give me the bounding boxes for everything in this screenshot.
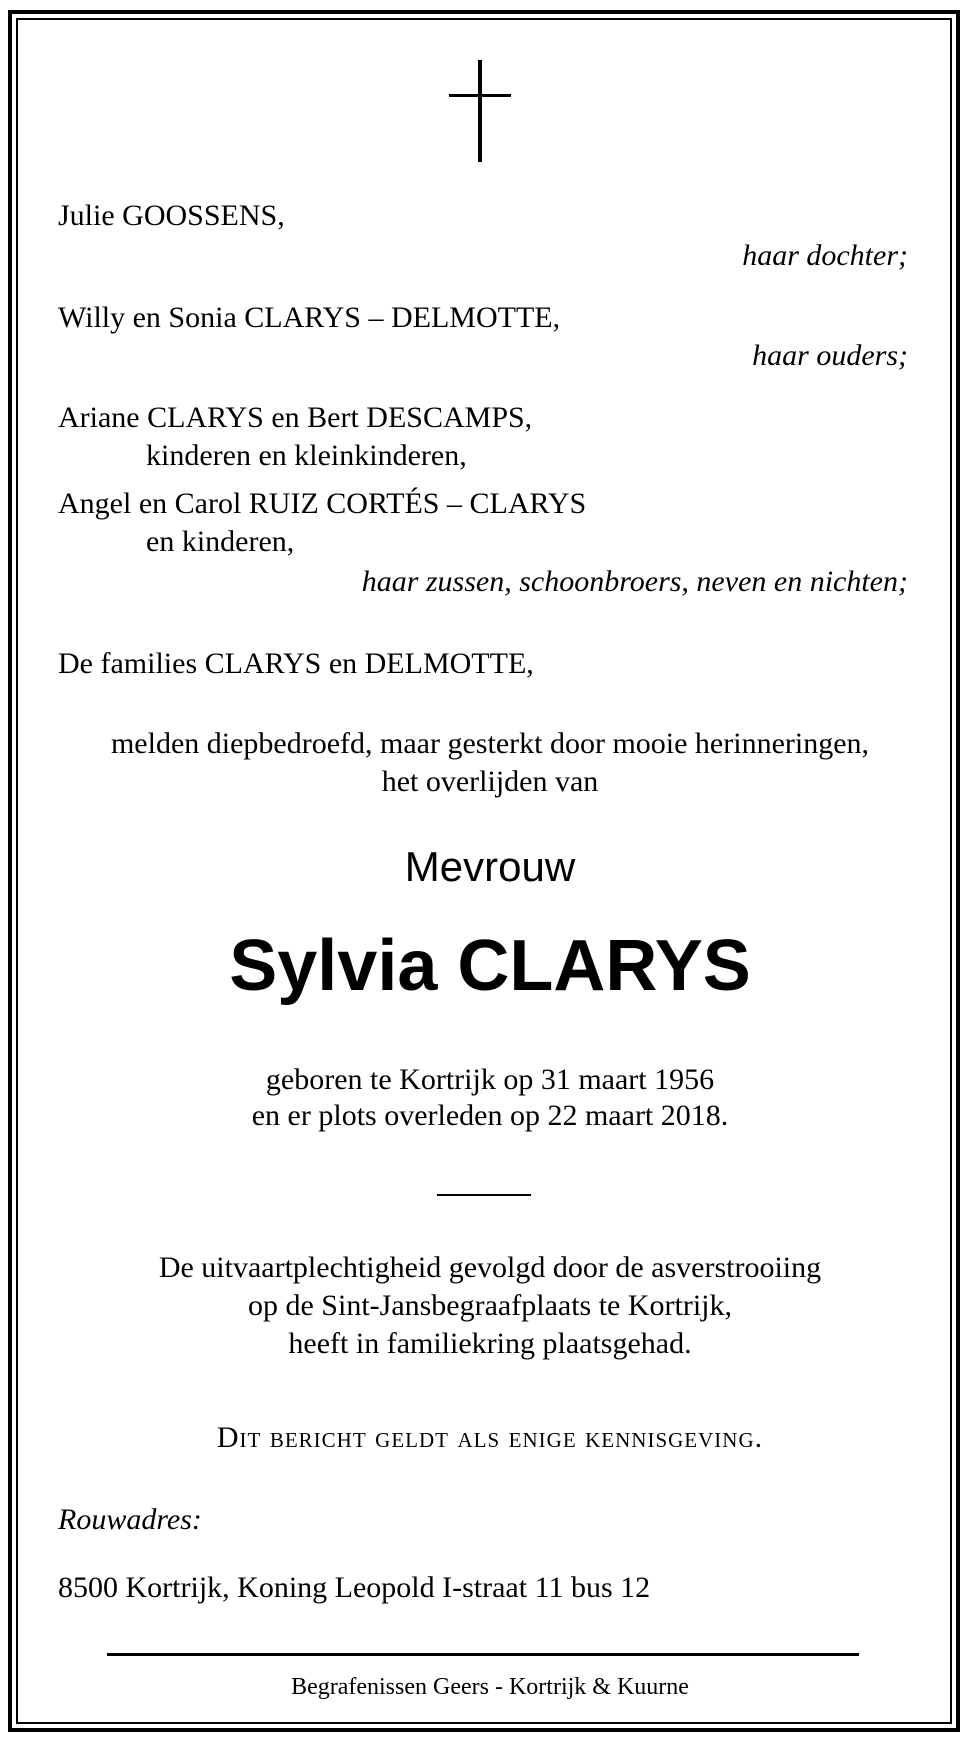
deceased-title: Mevrouw bbox=[404, 843, 576, 890]
sister1-children: kinderen en kleinkinderen, bbox=[146, 439, 467, 472]
ceremony-line1: De uitvaartplechtigheid gevolgd door de asverstrooiing bbox=[158, 1251, 822, 1284]
families: De families CLARYS en DELMOTTE, bbox=[58, 647, 534, 680]
cross-icon bbox=[449, 60, 511, 162]
funeral-home: Begrafenissen Geers - Kortrijk & Kuurne bbox=[291, 1674, 689, 1700]
address-value: 8500 Kortrijk, Koning Leopold I-straat 11 bus 12 bbox=[58, 1571, 651, 1604]
parents-names: Willy en Sonia CLARYS – DELMOTTE, bbox=[58, 301, 561, 334]
separator-long bbox=[107, 1653, 859, 1656]
deceased-name: Sylvia CLARYS bbox=[229, 926, 751, 1006]
sister2-children: en kinderen, bbox=[146, 525, 295, 558]
died-line: en er plots overleden op 22 maart 2018. bbox=[251, 1099, 729, 1132]
daughter-name: Julie GOOSSENS, bbox=[58, 199, 285, 232]
parents-role: haar ouders; bbox=[752, 339, 908, 372]
siblings-role: haar zussen, schoonbroers, neven en nichten; bbox=[361, 565, 908, 598]
sister2-names: Angel en Carol RUIZ CORTÉS – CLARYS bbox=[58, 487, 587, 520]
announcement-line2: het overlijden van bbox=[381, 765, 599, 798]
separator-short bbox=[437, 1194, 531, 1196]
sister1-names: Ariane CLARYS en Bert DESCAMPS, bbox=[58, 401, 533, 434]
notice: Dit bericht geldt als enige kennisgeving. bbox=[216, 1421, 764, 1454]
born-line: geboren te Kortrijk op 31 maart 1956 bbox=[265, 1063, 715, 1096]
ceremony-line2: op de Sint-Jansbegraafplaats te Kortrijk, bbox=[247, 1289, 733, 1322]
daughter-role: haar dochter; bbox=[742, 239, 908, 272]
address-label: Rouwadres: bbox=[58, 1503, 202, 1536]
ceremony-line3: heeft in familiekring plaatsgehad. bbox=[288, 1327, 692, 1360]
announcement-line1: melden diepbedroefd, maar gesterkt door mooie herinneringen, bbox=[110, 727, 870, 760]
